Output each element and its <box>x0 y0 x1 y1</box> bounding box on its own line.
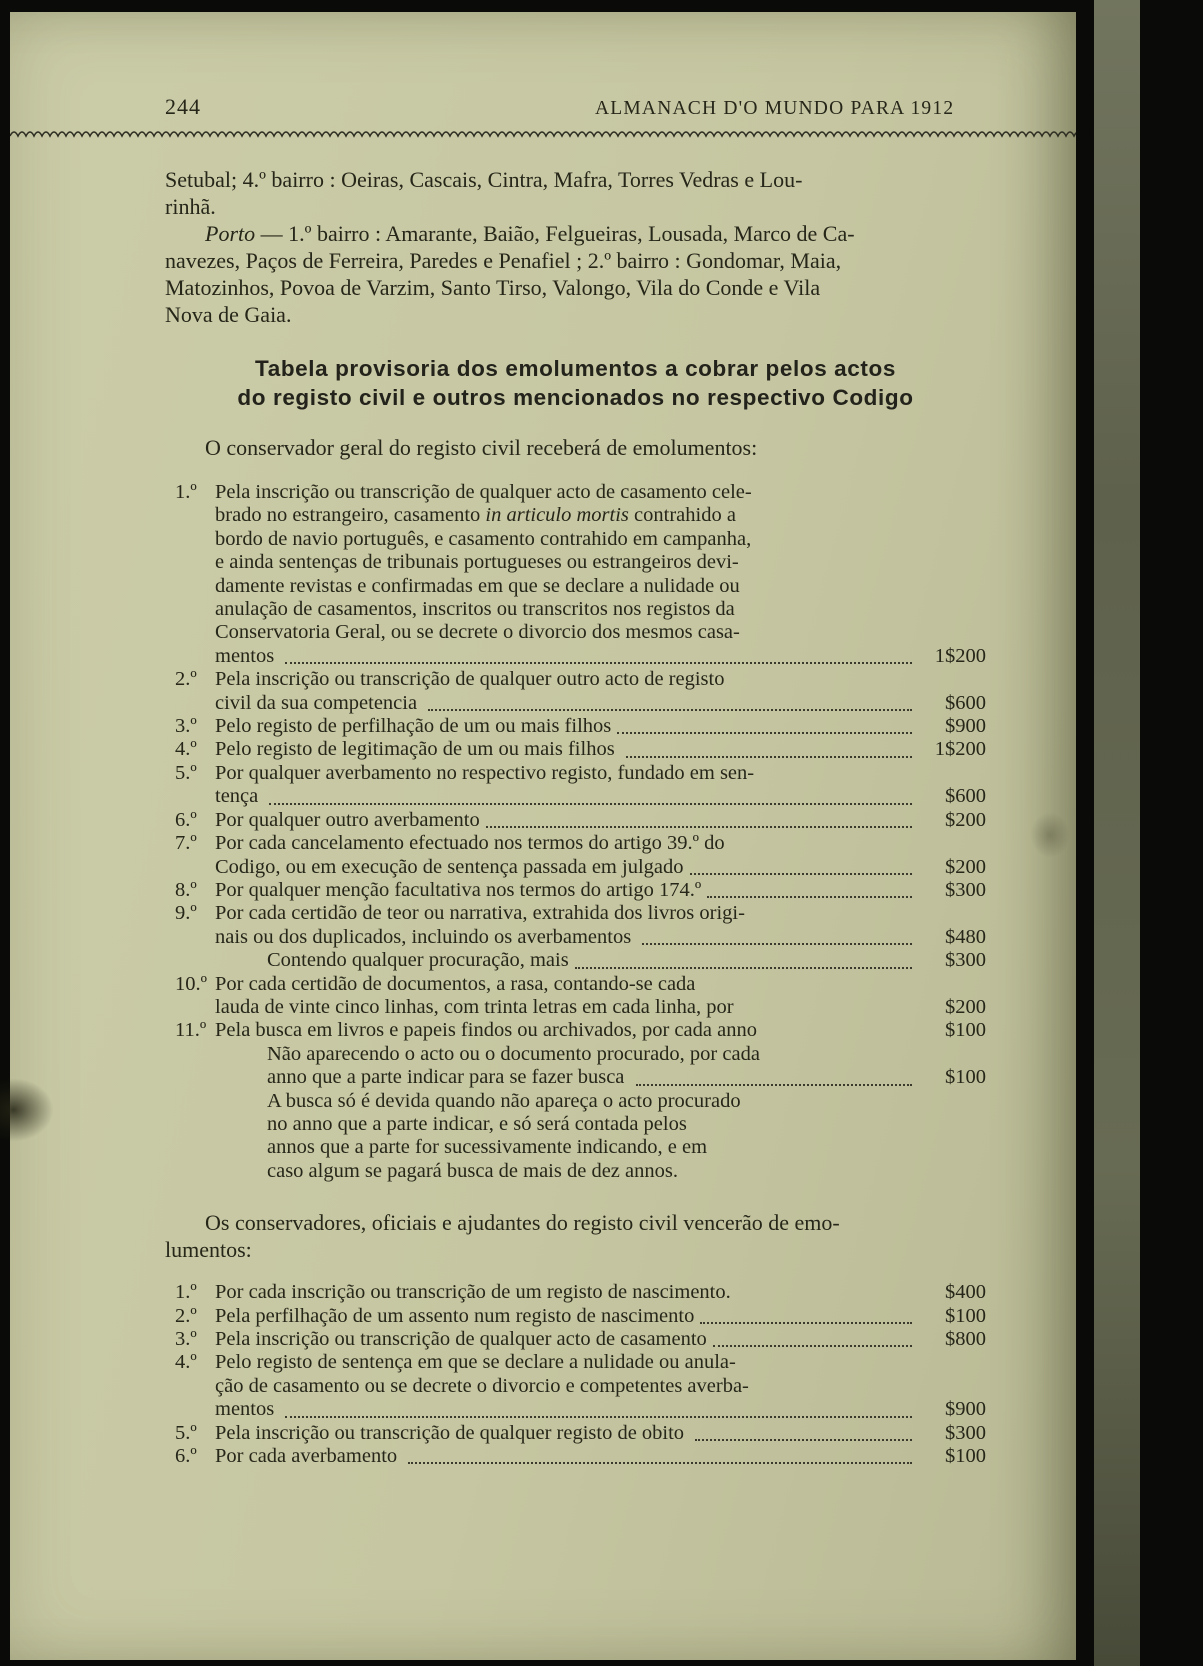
fee-line <box>175 715 986 738</box>
item-number: 2.º <box>175 668 197 691</box>
fee-amount: 1$200 <box>934 644 986 667</box>
item-number: 4.º <box>175 738 197 761</box>
line-text: Por qualquer menção facultativa nos termos do artigo 174.º <box>215 878 702 901</box>
text-line <box>165 220 986 247</box>
text-line <box>175 621 986 644</box>
item-number: 5.º <box>175 761 197 784</box>
line-text: Pelo registo de perfilhação de um ou mais filhos <box>215 715 612 738</box>
line-text: damente revistas e confirmadas em que se declare a nulidade ou <box>215 574 740 597</box>
fee-amount: $900 <box>945 1398 986 1421</box>
fee-line <box>175 1351 986 1374</box>
line-text: Por cada certidão de teor ou narrativa, extrahida dos livros origi- <box>215 902 745 925</box>
dot-leader <box>575 967 912 969</box>
text-line <box>175 1113 986 1136</box>
line-text: Contendo qualquer procuração, mais <box>267 949 569 972</box>
dot-leader <box>642 943 912 945</box>
line-text: Por cada cancelamento efectuado nos termos do artigo 39.º do <box>215 832 725 855</box>
line-text: A busca só é devida quando não apareça o acto procurado <box>267 1089 741 1112</box>
fee-line <box>175 1422 986 1445</box>
dot-leader <box>700 1322 912 1324</box>
line-text: Codigo, ou em execução de sentença passada em julgado <box>215 855 684 878</box>
dot-leader <box>269 803 912 805</box>
item-number: 5.º <box>175 1421 197 1444</box>
line-text: mentos <box>215 1398 280 1421</box>
line-text: navezes, Paços de Ferreira, Paredes e Penafiel ; 2.º bairro : Gondomar, Maia, <box>165 248 842 273</box>
fee-table-conservador <box>165 481 986 1183</box>
line-text: Pela inscrição ou transcrição de qualquer outro acto de registo <box>215 668 725 691</box>
fee-amount: $100 <box>945 1445 986 1468</box>
fee-line <box>175 481 986 504</box>
line-text: Porto — 1.º bairro : Amarante, Baião, Felgueiras, Lousada, Marco de Ca- <box>205 221 855 246</box>
line-text: ção de casamento ou se decrete o divorcio e competentes averba- <box>215 1374 749 1397</box>
line-text: caso algum se pagará busca de mais de dez annos. <box>267 1159 678 1182</box>
item-number: 10.º <box>175 972 207 995</box>
section-heading <box>165 354 986 412</box>
dot-leader <box>428 709 912 711</box>
next-page-edge <box>1094 0 1140 1666</box>
fee-line <box>175 738 986 761</box>
line-text: brado no estrangeiro, casamento in articulo mortis contrahido a <box>215 504 736 527</box>
line-text: annos que a parte for sucessivamente indicando, e em <box>267 1136 708 1159</box>
line-text: Nova de Gaia. <box>165 302 292 327</box>
line-text: anno que a parte indicar para se fazer busca <box>267 1066 630 1089</box>
text-line <box>165 166 986 193</box>
line-text: lauda de vinte cinco linhas, com trinta letras em cada linha, por <box>215 995 734 1018</box>
text-line <box>165 274 986 301</box>
text-line <box>175 528 986 551</box>
item-number: 9.º <box>175 902 197 925</box>
dot-leader <box>285 662 912 664</box>
fee-line <box>175 1305 986 1328</box>
line-text: Por cada certidão de documentos, a rasa, contando-se cada <box>215 972 696 995</box>
lead-sentence <box>165 434 986 461</box>
text-line <box>165 247 986 274</box>
running-title: ALMANACH D'O MUNDO PARA 1912 <box>595 98 955 119</box>
line-text: Não aparecendo o acto ou o documento procurado, por cada <box>267 1042 760 1065</box>
fee-amount: $300 <box>945 878 986 901</box>
text-line <box>175 1398 986 1421</box>
fee-amount: $200 <box>945 995 986 1018</box>
text-line <box>175 1090 986 1113</box>
fee-amount: $100 <box>945 1019 986 1042</box>
line-text: mentos <box>215 644 280 667</box>
text-line <box>165 1236 986 1263</box>
item-number: 4.º <box>175 1351 197 1374</box>
line-text: Pela perfilhação de um assento num registo de nascimento <box>215 1304 695 1327</box>
fee-line <box>175 1281 986 1304</box>
text-line <box>175 785 986 808</box>
text-line <box>165 301 986 328</box>
item-number: 2.º <box>175 1304 197 1327</box>
section-heading-line1: Tabela provisoria dos emolumentos a cobrar pelos actos <box>255 356 896 381</box>
line-text: Por qualquer outro averbamento <box>215 808 480 831</box>
line-text: anulação de casamentos, inscritos ou transcritos nos registos da <box>215 598 735 621</box>
page-content <box>10 140 1076 1468</box>
fee-line <box>175 668 986 691</box>
dot-leader <box>285 1416 912 1418</box>
item-number: 7.º <box>175 832 197 855</box>
item-number: 1.º <box>175 481 197 503</box>
text-line <box>175 926 986 949</box>
line-text: nais ou dos duplicados, incluindo os averbamentos <box>215 925 637 948</box>
fee-table-oficiais <box>165 1281 986 1468</box>
item-number: 6.º <box>175 1445 197 1468</box>
dot-leader <box>408 1462 912 1464</box>
fee-line <box>175 1445 986 1468</box>
line-text: Setubal; 4.º bairro : Oeiras, Cascais, Cintra, Mafra, Torres Vedras e Lou- <box>165 167 803 192</box>
fee-line <box>175 762 986 785</box>
dot-leader <box>707 896 912 898</box>
line-text: Conservatoria Geral, ou se decrete o divorcio dos mesmos casa- <box>215 621 740 644</box>
text-line <box>175 692 986 715</box>
dot-leader <box>713 1345 912 1347</box>
item-number: 1.º <box>175 1281 197 1304</box>
intro-paragraph-porto <box>165 220 986 328</box>
section-heading-line2: do registo civil e outros mencionados no respectivo Codigo <box>237 385 914 410</box>
fee-line <box>175 879 986 902</box>
line-text: Os conservadores, oficiais e ajudantes do registo civil vencerão de emo- <box>205 1210 840 1236</box>
fee-amount: $200 <box>945 808 986 831</box>
line-text: tença <box>215 785 264 808</box>
text-line <box>175 551 986 574</box>
dot-leader <box>617 732 912 734</box>
line-text: Pelo registo de sentença em que se declare a nulidade ou anula- <box>215 1351 736 1374</box>
fee-amount: $100 <box>945 1066 986 1089</box>
fee-amount: $800 <box>945 1328 986 1350</box>
text-line <box>175 1136 986 1159</box>
line-text: Pelo registo de legitimação de um ou mais filhos <box>215 738 620 761</box>
intro-paragraph-setubal <box>165 166 986 220</box>
text-line <box>175 504 986 527</box>
text-line <box>165 434 986 461</box>
fee-line <box>175 1328 986 1351</box>
mid-paragraph <box>165 1209 986 1263</box>
text-line <box>175 645 986 668</box>
fee-amount: $100 <box>945 1304 986 1327</box>
line-text: civil da sua competencia <box>215 691 423 714</box>
page-header <box>10 12 1076 124</box>
text-line <box>175 949 986 972</box>
fee-amount: $600 <box>945 691 986 714</box>
text-line <box>175 1043 986 1066</box>
fee-amount: $400 <box>945 1281 986 1304</box>
dot-leader <box>690 873 913 875</box>
line-text: Por cada inscrição ou transcrição de um registo de nascimento. <box>215 1281 731 1304</box>
line-text: e ainda sentenças de tribunais portugueses ou estrangeiros devi- <box>215 551 739 574</box>
page-number: 244 <box>165 94 201 119</box>
text-line <box>165 193 986 220</box>
text-line <box>175 598 986 621</box>
line-text: Pela inscrição ou transcrição de qualquer acto de casamento <box>215 1328 707 1350</box>
dot-leader <box>695 1439 912 1441</box>
item-number: 3.º <box>175 1328 197 1350</box>
line-text: Pela busca em livros e papeis findos ou archivados, por cada anno <box>215 1019 757 1042</box>
line-text: Por cada averbamento <box>215 1445 403 1468</box>
text-line <box>165 1209 986 1236</box>
text-line <box>175 1160 986 1183</box>
fee-line <box>175 832 986 855</box>
dot-leader <box>626 756 912 758</box>
fee-line <box>175 1019 986 1042</box>
fee-line <box>175 809 986 832</box>
wavy-rule <box>10 128 1076 140</box>
fee-amount: $300 <box>945 1421 986 1444</box>
fee-line <box>175 902 986 925</box>
text-line <box>175 575 986 598</box>
line-text: no anno que a parte indicar, e só será contada pelos <box>267 1112 687 1135</box>
fee-amount: $300 <box>945 949 986 972</box>
text-line <box>175 996 986 1019</box>
line-text: Matozinhos, Povoa de Varzim, Santo Tirso, Valongo, Vila do Conde e Vila <box>165 275 821 300</box>
line-text: bordo de navio português, e casamento contrahido em campanha, <box>215 527 752 550</box>
item-number: 11.º <box>175 1019 207 1042</box>
line-text: lumentos: <box>165 1237 252 1263</box>
item-number: 8.º <box>175 878 197 901</box>
item-number: 3.º <box>175 715 197 738</box>
fee-line <box>175 973 986 996</box>
book-page <box>10 12 1076 1660</box>
text-line <box>175 1066 986 1089</box>
fee-amount: $600 <box>945 785 986 808</box>
fee-amount: 1$200 <box>934 738 986 761</box>
line-text: Pela inscrição ou transcrição de qualquer acto de casamento cele- <box>215 481 752 503</box>
line-text: Pela inscrição ou transcrição de qualquer registo de obito <box>215 1421 690 1444</box>
fee-amount: $480 <box>945 925 986 948</box>
text-line <box>175 856 986 879</box>
item-number: 6.º <box>175 808 197 831</box>
line-text: O conservador geral do registo civil receberá de emolumentos: <box>205 435 758 460</box>
dot-leader <box>636 1084 912 1086</box>
fee-amount: $900 <box>945 715 986 738</box>
line-text: rinhã. <box>165 194 216 219</box>
text-line <box>175 1375 986 1398</box>
wavy-rule-svg <box>10 128 1076 140</box>
wavy-rule-path <box>10 132 1076 136</box>
line-text: Por qualquer averbamento no respectivo registo, fundado em sen- <box>215 761 755 784</box>
fee-amount: $200 <box>945 855 986 878</box>
dot-leader <box>486 826 912 828</box>
